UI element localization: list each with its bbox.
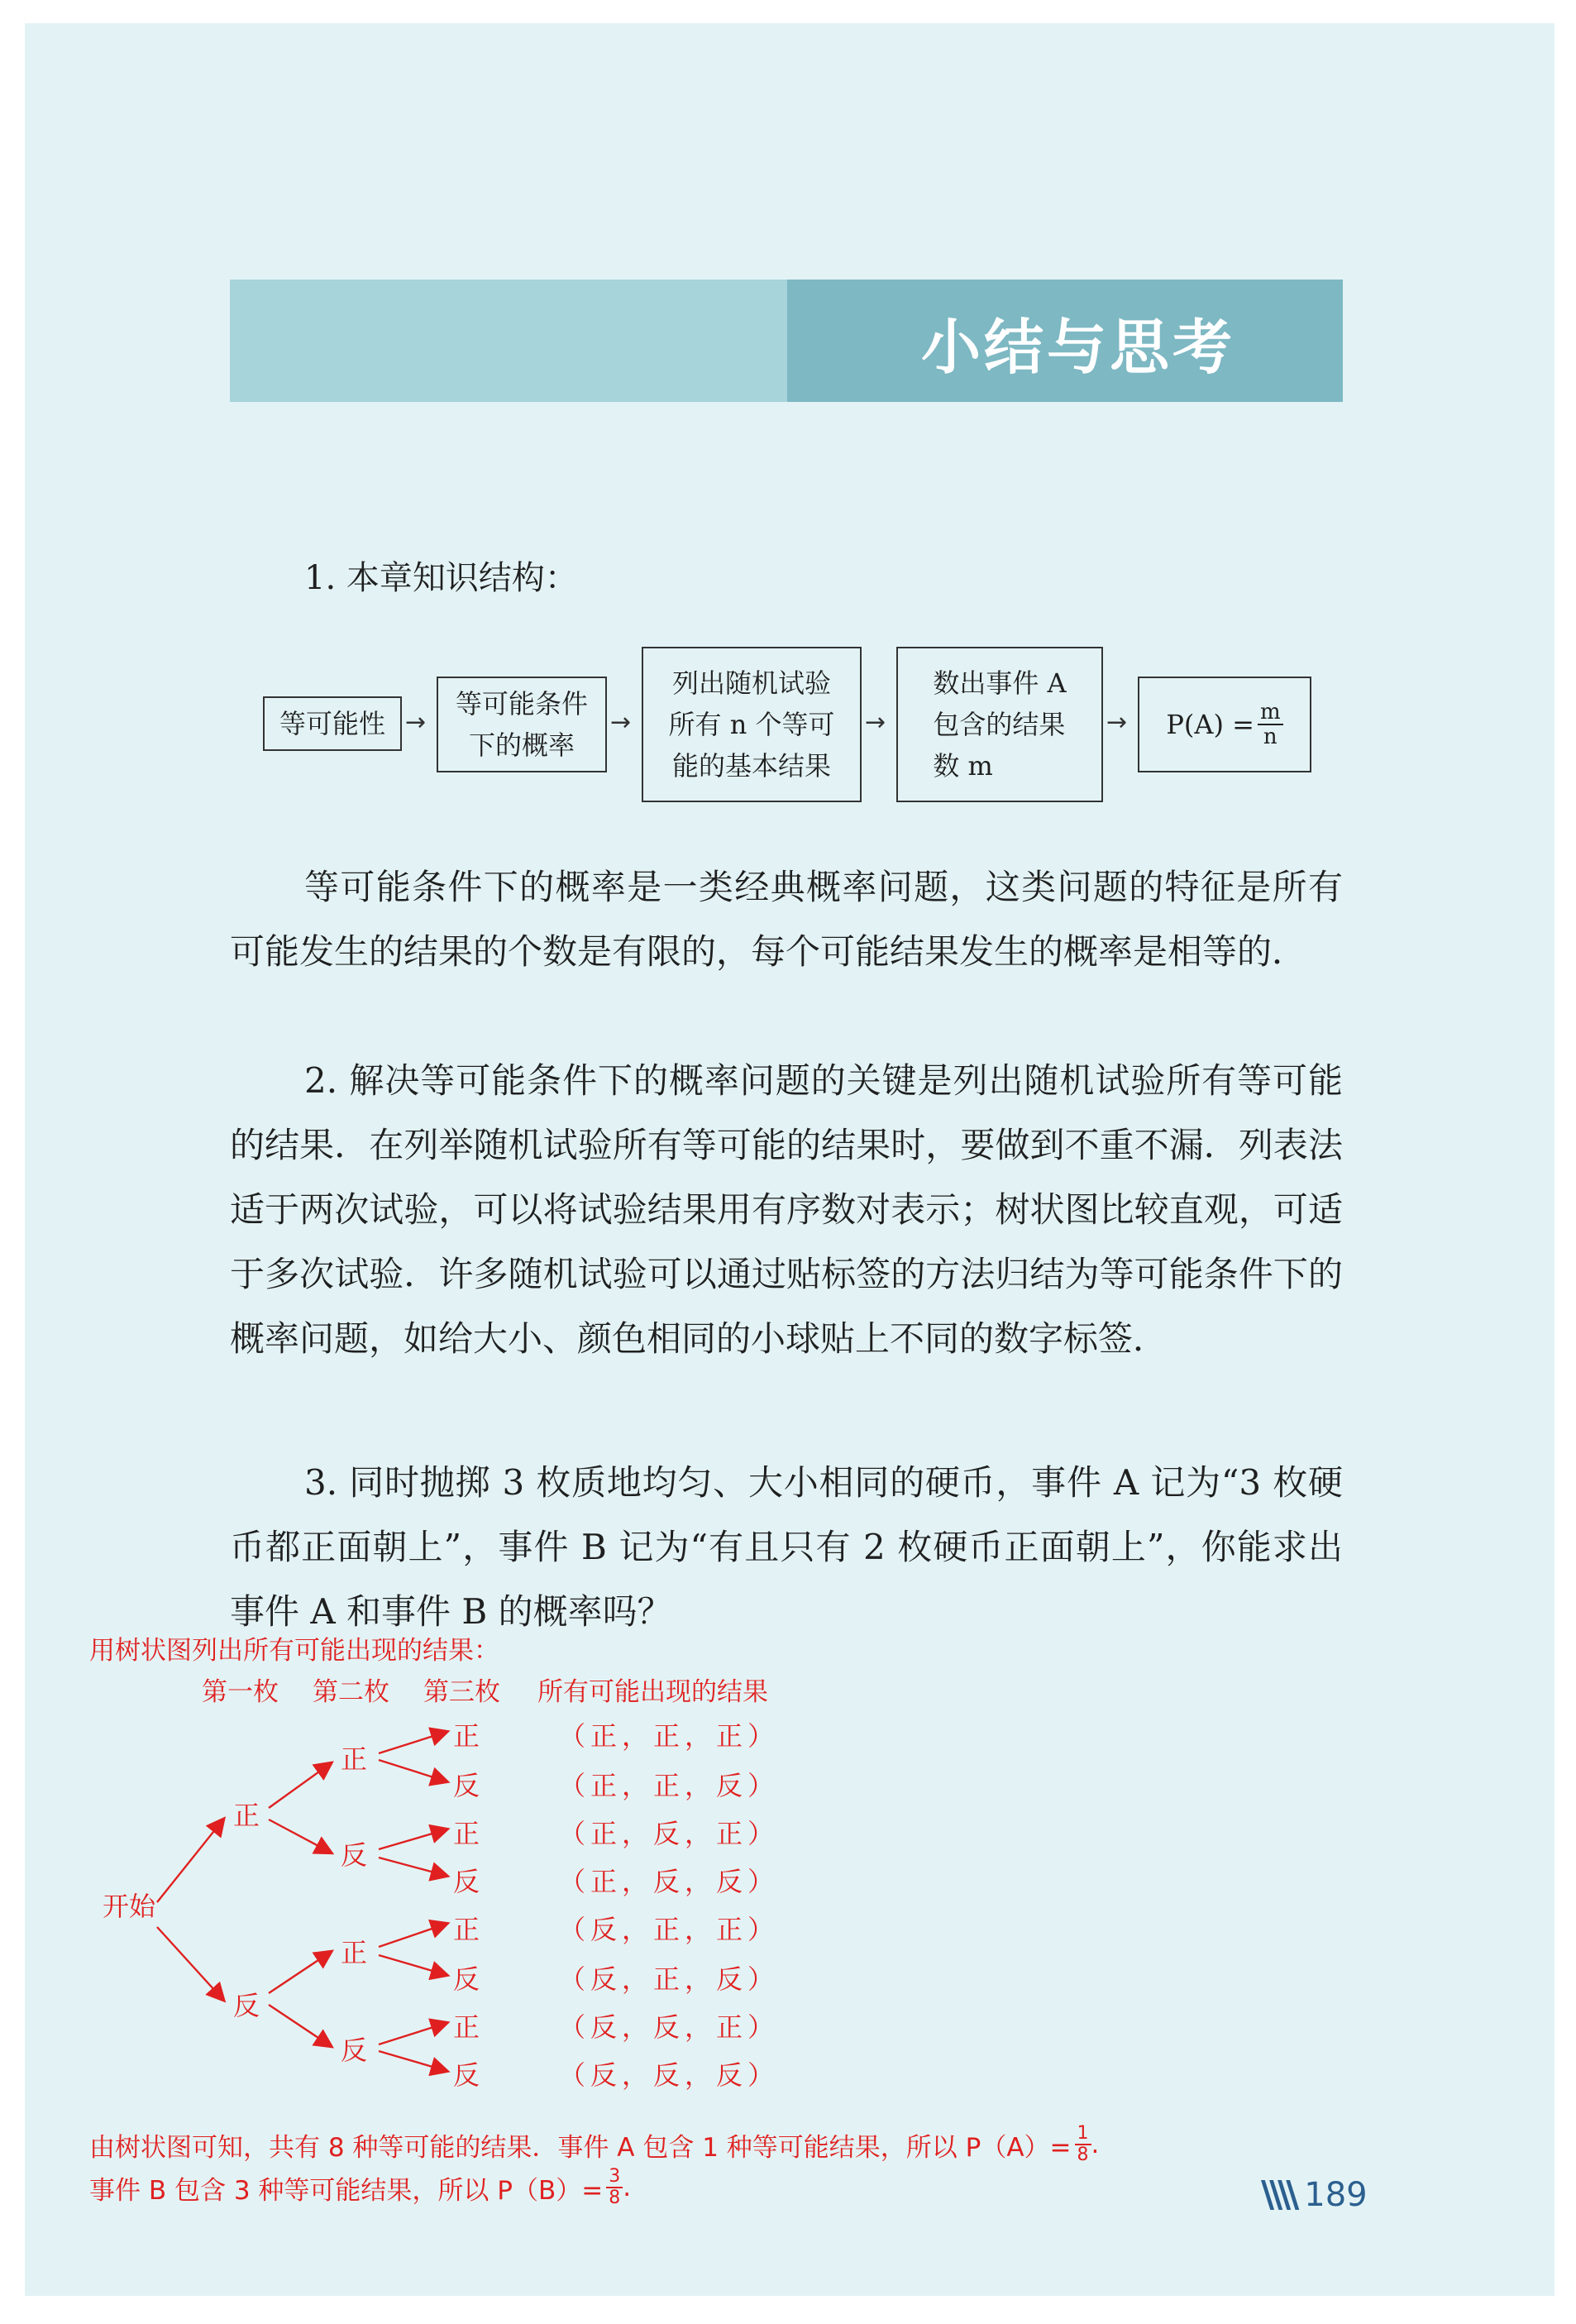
tree-start-node: 开始 — [103, 1891, 156, 1922]
flow-arrow-4: → — [1106, 708, 1128, 737]
flow-box-text: 能的基本结果 — [671, 750, 831, 782]
page-number-block — [1261, 2173, 1368, 2216]
tree-level3-node: 反 — [453, 1963, 480, 1995]
tree-level2-node: 反 — [341, 2035, 368, 2066]
fraction-numerator: 3 — [606, 2167, 623, 2188]
flow-box-text: 数出事件 A — [933, 667, 1067, 699]
conclusion-2-end: . — [623, 2173, 632, 2202]
tree-result: （反，反，正） — [559, 2011, 780, 2043]
page-number: 189 — [1304, 2175, 1368, 2214]
tree-result: （反，正，反） — [559, 1963, 780, 1995]
flow-box-text: 等可能性 — [279, 708, 385, 739]
tree-header-third: 第三枚 — [423, 1677, 500, 1707]
tree-result: （正，反，反） — [559, 1866, 780, 1897]
tree-level3-node: 反 — [453, 1770, 480, 1801]
conclusion-2-text: 事件 B 包含 3 种等可能结果，所以 P（B）= — [89, 2175, 604, 2206]
tree-header-second: 第二枚 — [313, 1677, 389, 1707]
formula-lhs: P(A) = — [1166, 709, 1254, 740]
flow-box-text: 所有 n 个等可 — [668, 709, 835, 740]
tree-result: （反，正，正） — [559, 1914, 780, 1945]
tree-result: （正，反，正） — [559, 1818, 780, 1849]
tree-header-results: 所有可能出现的结果 — [537, 1677, 768, 1707]
flow-box-text: 下的概率 — [468, 729, 575, 761]
answer-intro: 用树状图列出所有可能出现的结果： — [89, 1636, 499, 1666]
tree-level3-node: 正 — [453, 2011, 480, 2043]
conclusion-2-fraction — [606, 2167, 623, 2208]
paragraph-3: 3. 同时抛掷 3 枚质地均匀、大小相同的硬币，事件 A 记为“3 枚硬币都正面朝上”，事件 B 记为“有且只有 2 枚硬币正面朝上”，你能求出事件 A 和事件 B 的概率吗？ — [230, 1462, 1343, 1632]
flow-box-text: 包含的结果 — [933, 709, 1066, 740]
tree-header-first: 第一枚 — [202, 1677, 279, 1707]
page-number-decoration-icon: \\\\ — [1261, 2173, 1295, 2216]
fraction-numerator: 1 — [1075, 2124, 1091, 2145]
flow-box-text: 等可能条件 — [455, 688, 588, 720]
flow-arrow-2: → — [610, 708, 632, 737]
formula-numerator: m — [1258, 701, 1283, 725]
tree-result: （正，正，正） — [559, 1720, 780, 1752]
tree-level3-node: 正 — [453, 1720, 480, 1752]
tree-level3-node: 反 — [453, 1866, 480, 1897]
tree-level2-node: 正 — [341, 1937, 368, 1968]
paragraph-1: 等可能条件下的概率是一类经典概率问题，这类问题的特征是所有可能发生的结果的个数是有限的，每个可能结果发生的概率是相等的． — [230, 867, 1343, 972]
tree-level3-node: 反 — [453, 2059, 480, 2091]
flow-box-text: 数 m — [933, 750, 993, 782]
answer-conclusion-1 — [89, 2124, 1099, 2165]
tree-level1-node: 正 — [233, 1800, 260, 1831]
tree-level3-node: 正 — [453, 1818, 480, 1849]
banner-title: 小结与思考 — [920, 313, 1235, 382]
flow-box-text: 列出随机试验 — [671, 667, 831, 699]
tree-result: （反，反，反） — [559, 2059, 780, 2091]
conclusion-1-fraction — [1075, 2124, 1091, 2165]
tree-level3-node: 正 — [453, 1914, 480, 1945]
tree-level2-node: 反 — [341, 1839, 368, 1871]
conclusion-1-text: 由树状图可知，共有 8 种等可能的结果．事件 A 包含 1 种等可能结果，所以 P（A）= — [89, 2132, 1072, 2163]
tree-result: （正，正，反） — [559, 1770, 780, 1801]
section1-heading: 1. 本章知识结构： — [304, 559, 578, 597]
answer-conclusion-2 — [89, 2167, 631, 2208]
paragraph-2: 2. 解决等可能条件下的概率问题的关键是列出随机试验所有等可能的结果．在列举随机试验所有等可能的结果时，要做到不重不漏．列表法适于两次试验，可以将试验结果用有序数对表示；树状图比较直观，可适于多次试验．许多随机试验可以通过贴标签的方法归结为等可能条件下的概率问题，如给大小、颜色相同的小球贴上不同的数字标签． — [230, 1060, 1343, 1359]
flow-arrow-1: → — [405, 708, 427, 737]
fraction-denominator: 8 — [1077, 2145, 1089, 2165]
formula-denominator: n — [1263, 724, 1278, 749]
tree-level2-node: 正 — [341, 1743, 368, 1775]
fraction-denominator: 8 — [609, 2188, 621, 2208]
conclusion-1-end: . — [1091, 2130, 1100, 2159]
tree-level1-node: 反 — [233, 1990, 260, 2021]
flow-arrow-3: → — [865, 708, 886, 737]
